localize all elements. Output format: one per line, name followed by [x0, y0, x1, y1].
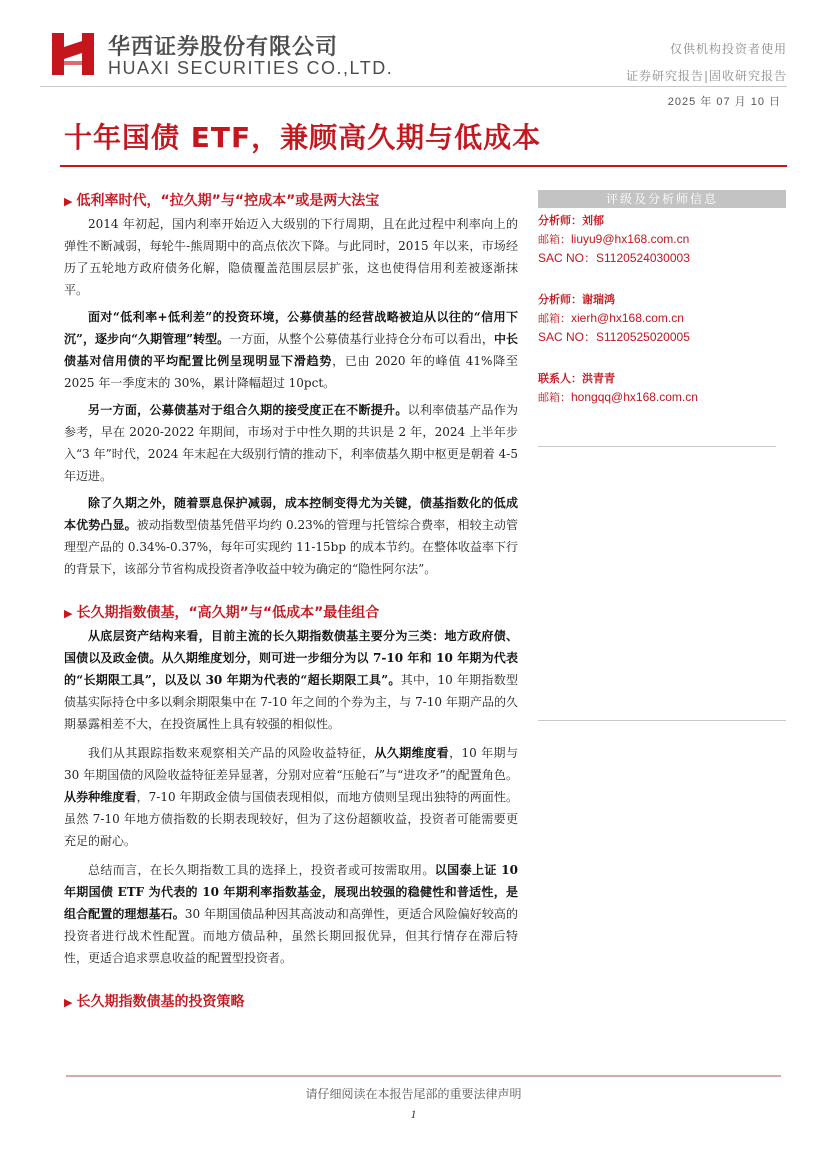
analyst-sac: SAC NO：S1120525020005	[538, 330, 690, 344]
paragraph	[64, 213, 518, 301]
company-name-cn: 华西证券股份有限公司	[108, 35, 339, 60]
header-divider	[40, 86, 787, 87]
paragraph	[64, 306, 518, 394]
footer-divider	[66, 1075, 781, 1077]
report-type-tag: 证券研究报告|固收研究报告	[625, 69, 787, 83]
report-title: 十年国债 ETF，兼顾高久期与低成本	[64, 121, 542, 154]
title-underline	[60, 165, 787, 167]
text-run: 总结而言，在长久期指数工具的选择上，投资者或可按需取用。	[88, 863, 435, 877]
paragraph	[64, 492, 518, 580]
analyst-sidebar	[538, 190, 786, 407]
bold-run: 面对“低利率+低利差”的投资环境，公募债基的经营战略被迫从以往的“信用下沉”，逐步向“久期管理”转型。	[64, 310, 518, 346]
contact-email[interactable]: 邮箱：hongqq@hx168.com.cn	[538, 390, 698, 404]
triangle-bullet-icon: ▶	[64, 195, 73, 208]
triangle-bullet-icon: ▶	[64, 607, 73, 620]
audience-tag: 仅供机构投资者使用	[669, 42, 787, 56]
paragraph	[64, 625, 518, 735]
sidebar-divider	[538, 720, 786, 721]
section-1	[64, 190, 518, 580]
bold-run: 从底层资产结构来看，目前主流的长久期指数债基主要分为三类：地方政府债、国债以及政金债。从久期维度划分，则可进一步细分为以 7-10 年和 10 年期为代表的“长期限工具”，以及以 30 年期为代表的“超长期限工具”。	[64, 629, 518, 687]
text-run: 被动指数型债基凭借平均约 0.23%的管理与托管综合费率，相较主动管理型产品的 0.34%-0.37%，每年可实现约 11-15bp 的成本节约。在整体收益率下行的背景下，该部分节省构成投资者净收益中较为确定的“隐性阿尔法”。	[64, 518, 518, 576]
main-content	[64, 190, 518, 1014]
analyst-email[interactable]: 邮箱：xierh@hx168.com.cn	[538, 311, 684, 325]
text-run: 30 年期国债品种因其高波动和高弹性，更适合风险偏好较高的投资者进行战术性配置。而地方债品种，虽然长期回报优异，但其行情存在滞后特性，更适合追求票息收益的配置型投资者。	[64, 907, 518, 965]
section-heading	[64, 190, 518, 210]
analyst-sac: SAC NO：S1120524030003	[538, 251, 690, 265]
page-number: 1	[410, 1107, 417, 1121]
triangle-bullet-icon: ▶	[64, 996, 73, 1009]
contact-name: 联系人：洪青青	[538, 372, 615, 385]
section-heading	[64, 602, 518, 622]
section-heading	[64, 991, 518, 1011]
sidebar-header-text: 评级及分析师信息	[605, 192, 718, 206]
paragraph	[64, 399, 518, 487]
paragraph	[64, 742, 518, 852]
text-run: 我们从其跟踪指数来观察相关产品的风险收益特征，	[88, 746, 375, 760]
analyst-email[interactable]: 邮箱：liuyu9@hx168.com.cn	[538, 232, 690, 246]
text-run: ，10 年期与 30 年期国债的风险收益特征差异显著，分别对应着“压舱石”与“进攻矛”的配置角色。	[64, 746, 518, 782]
analyst-name: 分析师：刘郁	[538, 214, 604, 227]
section-heading-text: 长久期指数债基，“高久期”与“低成本”最佳组合	[76, 605, 380, 621]
bold-run: 除了久期之外，随着票息保护减弱，成本控制变得尤为关键，债基指数化的低成本优势凸显。	[64, 496, 518, 532]
text-run: 2014 年初起，国内利率开始迈入大级别的下行周期，且在此过程中利率向上的弹性不断减弱，每轮牛-熊周期中的高点依次下降。与此同时，2015 年以来，市场经历了五轮地方政府债务化解，隐债覆盖范围层层扩张，这也使得信用利差被逐渐抹平。	[64, 217, 518, 297]
analyst-name: 分析师：谢瑞鸿	[538, 293, 615, 306]
analyst-card	[538, 212, 786, 267]
bold-run: 从券种维度看	[64, 790, 137, 804]
bold-run: 以国泰上证 10 年期国债 ETF 为代表的 10 年期利率指数基金，展现出较强的稳健性和普适性，是组合配置的理想基石。	[64, 863, 518, 921]
sidebar-divider	[538, 446, 776, 447]
company-name-en: HUAXI SECURITIES CO.,LTD.	[108, 58, 394, 78]
bold-run: 从久期维度看	[374, 746, 450, 760]
section-2	[64, 602, 518, 969]
legal-disclaimer: 请仔细阅读在本报告尾部的重要法律声明	[305, 1087, 522, 1101]
analyst-card	[538, 291, 786, 346]
bold-run: 中长债基对信用债的平均配置比例呈现明显下滑趋势	[64, 332, 518, 368]
bold-run: 另一方面，公募债基对于组合久期的接受度正在不断提升。	[88, 403, 408, 417]
sidebar-header	[538, 190, 786, 208]
report-date: 2025 年 07 月 10 日	[667, 96, 781, 108]
huaxi-logo-icon	[52, 33, 94, 75]
section-heading-text: 低利率时代，“拉久期”与“控成本”或是两大法宝	[76, 193, 380, 209]
section-heading-text: 长久期指数债基的投资策略	[76, 994, 245, 1010]
text-run: 以利率债基产品作为参考，早在 2020-2022 年期间，市场对于中性久期的共识是 2 年，2024 上半年步入“3 年”时代，2024 年末起在大级别行情的推动下，利率债基久期中枢更是朝着 4-5 年迈进。	[64, 403, 518, 483]
text-run: 一方面，从整个公募债基行业持仓分布可以看出，	[229, 332, 494, 346]
contact-card	[538, 370, 786, 407]
section-3	[64, 991, 518, 1011]
text-run: ，7-10 年期政金债与国债表现相似，而地方债则呈现出独特的两面性。虽然 7-10 年地方债指数的长期表现较好，但为了这份超额收益，投资者可能需要更充足的耐心。	[64, 790, 518, 848]
paragraph	[64, 859, 518, 969]
text-run: 其中，10 年期指数型债基实际持仓中多以剩余期限集中在 7-10 年之间的个券为主，与 7-10 年期产品的久期暴露相差不大，在投资属性上具有较强的相似性。	[64, 673, 518, 731]
text-run: ，已由 2020 年的峰值 41%降至 2025 年一季度末的 30%，累计降幅超过 10pct。	[64, 354, 518, 390]
